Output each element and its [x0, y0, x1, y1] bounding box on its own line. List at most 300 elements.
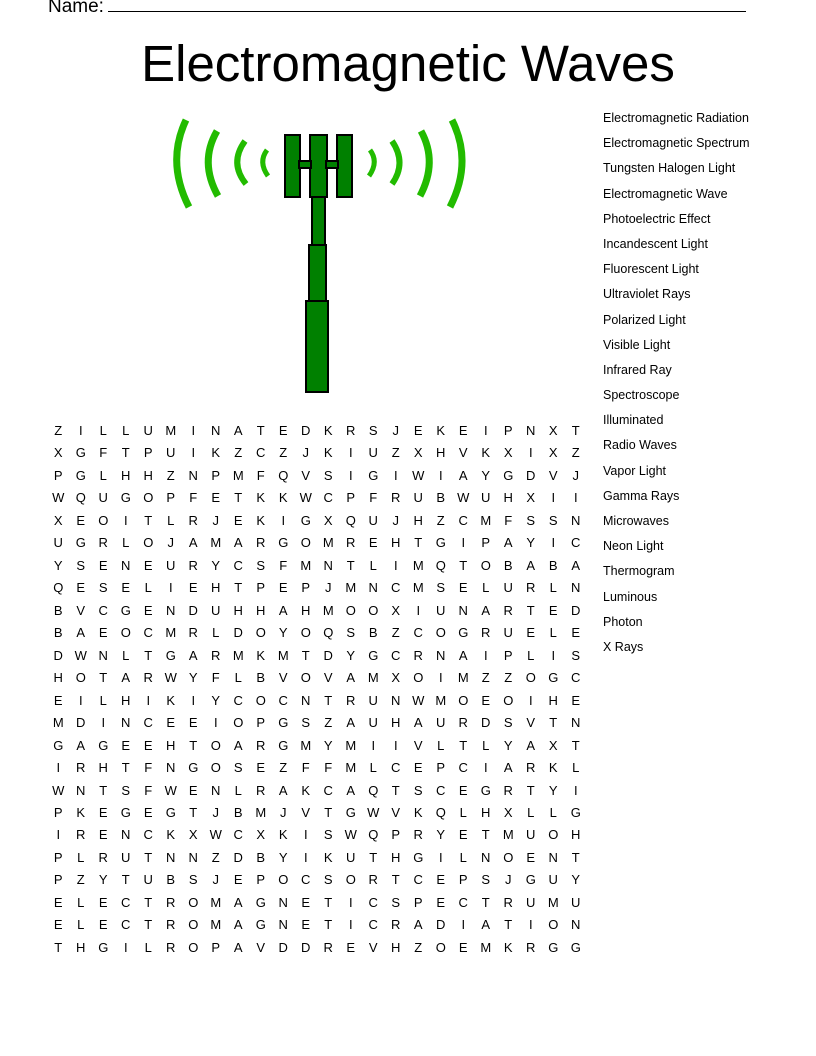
grid-letter[interactable]: H — [121, 692, 131, 708]
grid-letter[interactable]: F — [256, 467, 265, 483]
grid-letter[interactable]: K — [278, 490, 288, 506]
grid-letter[interactable]: R — [346, 535, 356, 551]
grid-letter[interactable]: M — [300, 557, 312, 573]
grid-letter[interactable]: Y — [548, 782, 558, 798]
grid-letter[interactable]: E — [368, 535, 378, 551]
grid-letter[interactable]: L — [234, 782, 242, 798]
grid-letter[interactable]: E — [53, 917, 63, 933]
grid-letter[interactable]: M — [345, 580, 357, 596]
grid-letter[interactable]: T — [481, 827, 490, 843]
grid-letter[interactable]: O — [278, 872, 289, 888]
grid-letter[interactable]: G — [480, 782, 491, 798]
grid-letter[interactable]: P — [256, 715, 266, 731]
grid-letter[interactable]: C — [571, 670, 581, 686]
grid-letter[interactable]: Z — [324, 715, 333, 731]
grid-letter[interactable]: A — [188, 647, 198, 663]
grid-letter[interactable]: K — [323, 849, 333, 865]
grid-letter[interactable]: B — [256, 670, 266, 686]
grid-letter[interactable]: H — [503, 490, 513, 506]
grid-letter[interactable]: O — [548, 827, 559, 843]
grid-letter[interactable]: P — [503, 647, 513, 663]
grid-letter[interactable]: V — [548, 467, 558, 483]
grid-letter[interactable]: K — [166, 827, 176, 843]
grid-letter[interactable]: Z — [504, 670, 513, 686]
grid-letter[interactable]: U — [166, 557, 176, 573]
grid-letter[interactable]: E — [98, 894, 108, 910]
grid-letter[interactable]: G — [368, 647, 379, 663]
grid-letter[interactable]: O — [435, 939, 446, 955]
grid-letter[interactable]: I — [281, 512, 286, 528]
grid-letter[interactable]: E — [76, 580, 86, 596]
grid-letter[interactable]: E — [166, 715, 176, 731]
grid-letter[interactable]: A — [278, 602, 288, 618]
grid-letter[interactable]: J — [572, 467, 579, 483]
grid-letter[interactable]: B — [166, 872, 176, 888]
grid-letter[interactable]: X — [413, 445, 423, 461]
grid-letter[interactable]: I — [348, 467, 353, 483]
grid-letter[interactable]: S — [413, 782, 423, 798]
grid-letter[interactable]: Z — [211, 849, 220, 865]
grid-letter[interactable]: O — [548, 917, 559, 933]
grid-letter[interactable]: I — [461, 917, 466, 933]
grid-letter[interactable]: F — [189, 490, 198, 506]
grid-letter[interactable]: O — [143, 490, 154, 506]
grid-letter[interactable]: Z — [234, 445, 243, 461]
grid-letter[interactable]: L — [144, 580, 152, 596]
grid-letter[interactable]: S — [256, 557, 266, 573]
grid-letter[interactable]: O — [480, 557, 491, 573]
grid-letter[interactable]: O — [210, 737, 221, 753]
grid-letter[interactable]: J — [325, 580, 332, 596]
grid-letter[interactable]: I — [393, 557, 398, 573]
grid-letter[interactable]: R — [98, 849, 108, 865]
grid-letter[interactable]: L — [77, 849, 85, 865]
grid-letter[interactable]: A — [413, 917, 423, 933]
grid-letter[interactable]: C — [98, 602, 108, 618]
grid-letter[interactable]: E — [76, 512, 86, 528]
grid-letter[interactable]: O — [188, 939, 199, 955]
grid-letter[interactable]: Z — [166, 467, 175, 483]
grid-letter[interactable]: Q — [435, 557, 446, 573]
grid-letter[interactable]: O — [503, 849, 514, 865]
grid-letter[interactable]: K — [323, 423, 333, 438]
grid-letter[interactable]: C — [323, 490, 333, 506]
grid-letter[interactable]: E — [233, 872, 243, 888]
grid-letter[interactable]: R — [503, 894, 513, 910]
grid-letter[interactable]: U — [436, 602, 446, 618]
grid-letter[interactable]: N — [278, 917, 288, 933]
grid-letter[interactable]: Y — [211, 557, 221, 573]
grid-letter[interactable]: J — [392, 423, 399, 438]
grid-letter[interactable]: I — [551, 647, 556, 663]
grid-letter[interactable]: E — [458, 423, 468, 438]
grid-letter[interactable]: E — [278, 423, 288, 438]
grid-letter[interactable]: Q — [75, 490, 86, 506]
grid-letter[interactable]: I — [348, 445, 353, 461]
grid-letter[interactable]: R — [256, 737, 266, 753]
grid-letter[interactable]: T — [346, 557, 355, 573]
grid-letter[interactable]: N — [121, 557, 131, 573]
grid-letter[interactable]: T — [144, 849, 153, 865]
grid-letter[interactable]: L — [122, 535, 130, 551]
grid-letter[interactable]: I — [348, 894, 353, 910]
grid-letter[interactable]: G — [278, 715, 289, 731]
grid-letter[interactable]: T — [571, 849, 580, 865]
grid-letter[interactable]: V — [278, 670, 288, 686]
grid-letter[interactable]: X — [188, 827, 198, 843]
grid-letter[interactable]: H — [76, 939, 86, 955]
grid-letter[interactable]: I — [438, 467, 443, 483]
grid-letter[interactable]: M — [52, 715, 64, 731]
grid-letter[interactable]: S — [323, 467, 333, 483]
grid-letter[interactable]: N — [548, 849, 558, 865]
grid-letter[interactable]: E — [143, 804, 153, 820]
grid-letter[interactable]: C — [391, 647, 401, 663]
grid-letter[interactable]: U — [571, 894, 581, 910]
grid-letter[interactable]: W — [52, 782, 65, 798]
grid-letter[interactable]: M — [480, 939, 492, 955]
grid-letter[interactable]: N — [571, 917, 581, 933]
grid-letter[interactable]: J — [212, 512, 219, 528]
grid-letter[interactable]: N — [98, 647, 108, 663]
grid-letter[interactable]: D — [53, 647, 63, 663]
grid-letter[interactable]: K — [503, 939, 513, 955]
grid-letter[interactable]: C — [233, 692, 243, 708]
grid-letter[interactable]: S — [188, 872, 198, 888]
grid-letter[interactable]: I — [393, 737, 398, 753]
grid-letter[interactable]: T — [459, 557, 468, 573]
grid-letter[interactable]: R — [368, 872, 378, 888]
grid-letter[interactable]: R — [143, 670, 153, 686]
grid-letter[interactable]: D — [301, 939, 311, 955]
grid-letter[interactable]: L — [549, 804, 557, 820]
grid-letter[interactable]: O — [413, 670, 424, 686]
grid-letter[interactable]: O — [98, 512, 109, 528]
grid-letter[interactable]: I — [528, 692, 533, 708]
grid-letter[interactable]: X — [503, 445, 513, 461]
grid-letter[interactable]: I — [348, 917, 353, 933]
grid-letter[interactable]: P — [53, 804, 63, 820]
grid-letter[interactable]: L — [369, 760, 377, 776]
grid-letter[interactable]: E — [53, 692, 63, 708]
grid-letter[interactable]: E — [413, 423, 423, 438]
grid-letter[interactable]: N — [368, 580, 378, 596]
grid-letter[interactable]: D — [436, 917, 446, 933]
grid-letter[interactable]: V — [301, 467, 311, 483]
grid-letter[interactable]: Y — [526, 535, 536, 551]
grid-letter[interactable]: V — [413, 737, 423, 753]
grid-letter[interactable]: B — [548, 557, 558, 573]
grid-letter[interactable]: G — [120, 804, 131, 820]
grid-letter[interactable]: R — [166, 917, 176, 933]
grid-letter[interactable]: I — [438, 670, 443, 686]
grid-letter[interactable]: J — [167, 535, 174, 551]
grid-letter[interactable]: P — [211, 939, 221, 955]
grid-letter[interactable]: I — [191, 692, 196, 708]
grid-letter[interactable]: E — [278, 580, 288, 596]
grid-letter[interactable]: G — [98, 939, 109, 955]
grid-letter[interactable]: C — [458, 760, 468, 776]
grid-letter[interactable]: I — [371, 737, 376, 753]
grid-letter[interactable]: I — [438, 849, 443, 865]
grid-letter[interactable]: P — [503, 423, 513, 438]
grid-letter[interactable]: O — [255, 625, 266, 641]
grid-letter[interactable]: A — [413, 715, 423, 731]
grid-letter[interactable]: P — [53, 872, 63, 888]
grid-letter[interactable]: O — [435, 625, 446, 641]
grid-letter[interactable]: I — [146, 692, 151, 708]
grid-letter[interactable]: U — [121, 849, 131, 865]
grid-letter[interactable]: U — [143, 872, 153, 888]
grid-letter[interactable]: G — [435, 535, 446, 551]
name-field[interactable] — [48, 0, 746, 18]
grid-letter[interactable]: G — [98, 737, 109, 753]
grid-letter[interactable]: G — [75, 535, 86, 551]
grid-letter[interactable]: O — [345, 602, 356, 618]
grid-letter[interactable]: A — [571, 557, 581, 573]
grid-letter[interactable]: P — [256, 580, 266, 596]
grid-letter[interactable]: P — [53, 849, 63, 865]
grid-letter[interactable]: N — [166, 760, 176, 776]
grid-letter[interactable]: N — [301, 692, 311, 708]
grid-letter[interactable]: L — [99, 692, 107, 708]
grid-letter[interactable]: O — [75, 670, 86, 686]
grid-letter[interactable]: E — [458, 580, 468, 596]
grid-letter[interactable]: I — [191, 445, 196, 461]
grid-letter[interactable]: T — [121, 445, 130, 461]
grid-letter[interactable]: H — [391, 939, 401, 955]
grid-letter[interactable]: G — [255, 917, 266, 933]
grid-letter[interactable]: Z — [279, 760, 288, 776]
grid-letter[interactable]: A — [233, 737, 243, 753]
grid-letter[interactable]: P — [481, 535, 491, 551]
grid-letter[interactable]: G — [278, 737, 289, 753]
grid-letter[interactable]: S — [76, 557, 86, 573]
grid-letter[interactable]: E — [143, 602, 153, 618]
grid-letter[interactable]: T — [369, 849, 378, 865]
grid-letter[interactable]: W — [344, 827, 357, 843]
grid-letter[interactable]: N — [278, 894, 288, 910]
grid-letter[interactable]: A — [526, 557, 536, 573]
grid-letter[interactable]: G — [548, 670, 559, 686]
grid-letter[interactable]: I — [101, 715, 106, 731]
grid-letter[interactable]: T — [189, 737, 198, 753]
grid-letter[interactable]: K — [548, 760, 558, 776]
grid-letter[interactable]: L — [459, 804, 467, 820]
grid-letter[interactable]: A — [233, 894, 243, 910]
grid-letter[interactable]: T — [526, 782, 535, 798]
grid-letter[interactable]: E — [301, 917, 311, 933]
grid-letter[interactable]: L — [144, 939, 152, 955]
grid-letter[interactable]: H — [548, 692, 558, 708]
grid-letter[interactable]: M — [232, 647, 244, 663]
grid-letter[interactable]: K — [413, 804, 423, 820]
grid-letter[interactable]: C — [278, 692, 288, 708]
grid-letter[interactable]: X — [526, 490, 536, 506]
grid-letter[interactable]: H — [143, 467, 153, 483]
grid-letter[interactable]: G — [548, 939, 559, 955]
grid-letter[interactable]: H — [391, 535, 401, 551]
grid-letter[interactable]: G — [120, 602, 131, 618]
grid-letter[interactable]: B — [233, 804, 243, 820]
grid-letter[interactable]: C — [413, 625, 423, 641]
grid-letter[interactable]: R — [188, 625, 198, 641]
grid-letter[interactable]: C — [143, 827, 153, 843]
grid-letter[interactable]: W — [299, 490, 312, 506]
grid-letter[interactable]: T — [301, 647, 310, 663]
grid-letter[interactable]: E — [256, 760, 266, 776]
grid-letter[interactable]: C — [391, 760, 401, 776]
grid-letter[interactable]: L — [122, 647, 130, 663]
grid-letter[interactable]: X — [548, 737, 558, 753]
grid-letter[interactable]: A — [481, 602, 491, 618]
grid-letter[interactable]: Q — [53, 580, 64, 596]
grid-letter[interactable]: K — [301, 782, 311, 798]
grid-letter[interactable]: K — [256, 490, 266, 506]
grid-letter[interactable]: J — [392, 512, 399, 528]
grid-letter[interactable]: G — [413, 849, 424, 865]
grid-letter[interactable]: Q — [323, 625, 334, 641]
grid-letter[interactable]: G — [278, 535, 289, 551]
grid-letter[interactable]: M — [412, 580, 424, 596]
grid-letter[interactable]: L — [369, 557, 377, 573]
grid-letter[interactable]: S — [481, 872, 491, 888]
grid-letter[interactable]: P — [346, 490, 356, 506]
grid-letter[interactable]: C — [121, 894, 131, 910]
grid-letter[interactable]: I — [573, 782, 578, 798]
grid-letter[interactable]: R — [76, 827, 86, 843]
grid-letter[interactable]: T — [571, 423, 580, 438]
grid-letter[interactable]: J — [212, 872, 219, 888]
grid-letter[interactable]: Z — [481, 670, 490, 686]
grid-letter[interactable]: W — [74, 647, 87, 663]
grid-letter[interactable]: U — [526, 827, 536, 843]
grid-letter[interactable]: S — [233, 760, 243, 776]
grid-letter[interactable]: P — [436, 760, 446, 776]
grid-letter[interactable]: Z — [54, 423, 63, 438]
grid-letter[interactable]: I — [483, 647, 488, 663]
grid-letter[interactable]: M — [165, 625, 177, 641]
grid-letter[interactable]: H — [233, 602, 243, 618]
grid-letter[interactable]: W — [209, 827, 222, 843]
grid-letter[interactable]: U — [436, 715, 446, 731]
grid-letter[interactable]: D — [526, 467, 536, 483]
grid-letter[interactable]: W — [367, 804, 380, 820]
grid-letter[interactable]: M — [412, 557, 424, 573]
grid-letter[interactable]: B — [436, 490, 446, 506]
grid-letter[interactable]: T — [504, 917, 513, 933]
grid-letter[interactable]: W — [412, 692, 425, 708]
grid-letter[interactable]: R — [188, 512, 198, 528]
grid-letter[interactable]: C — [458, 894, 468, 910]
grid-letter[interactable]: P — [413, 894, 423, 910]
grid-letter[interactable]: I — [303, 849, 308, 865]
grid-letter[interactable]: X — [53, 512, 63, 528]
grid-letter[interactable]: S — [121, 782, 131, 798]
grid-letter[interactable]: H — [391, 849, 401, 865]
grid-letter[interactable]: V — [368, 939, 378, 955]
grid-letter[interactable]: F — [324, 760, 333, 776]
grid-letter[interactable]: H — [391, 715, 401, 731]
grid-letter[interactable]: D — [188, 602, 198, 618]
grid-letter[interactable]: I — [123, 512, 128, 528]
grid-letter[interactable]: N — [121, 715, 131, 731]
grid-letter[interactable]: A — [346, 782, 356, 798]
grid-letter[interactable]: G — [570, 939, 581, 955]
grid-letter[interactable]: K — [256, 647, 266, 663]
grid-letter[interactable]: A — [503, 535, 513, 551]
grid-letter[interactable]: M — [300, 737, 312, 753]
grid-letter[interactable]: E — [143, 557, 153, 573]
grid-letter[interactable]: P — [53, 467, 63, 483]
grid-letter[interactable]: E — [436, 872, 446, 888]
grid-letter[interactable]: R — [503, 602, 513, 618]
grid-letter[interactable]: P — [256, 872, 266, 888]
grid-letter[interactable]: T — [256, 423, 265, 438]
grid-letter[interactable]: E — [458, 782, 468, 798]
grid-letter[interactable]: I — [393, 467, 398, 483]
grid-letter[interactable]: O — [345, 872, 356, 888]
grid-letter[interactable]: E — [436, 894, 446, 910]
grid-letter[interactable]: R — [458, 715, 468, 731]
grid-letter[interactable]: E — [98, 625, 108, 641]
grid-letter[interactable]: T — [391, 872, 400, 888]
grid-letter[interactable]: A — [76, 625, 86, 641]
grid-letter[interactable]: S — [391, 894, 401, 910]
grid-letter[interactable]: L — [212, 625, 220, 641]
grid-letter[interactable]: X — [503, 804, 513, 820]
grid-letter[interactable]: G — [368, 467, 379, 483]
grid-letter[interactable]: I — [56, 760, 61, 776]
grid-letter[interactable]: V — [323, 670, 333, 686]
grid-letter[interactable]: S — [548, 512, 558, 528]
grid-letter[interactable]: I — [303, 827, 308, 843]
grid-letter[interactable]: X — [391, 602, 401, 618]
grid-letter[interactable]: O — [210, 760, 221, 776]
grid-letter[interactable]: E — [526, 625, 536, 641]
grid-letter[interactable]: D — [481, 715, 491, 731]
grid-letter[interactable]: I — [191, 423, 196, 438]
grid-letter[interactable]: G — [503, 467, 514, 483]
grid-letter[interactable]: A — [346, 715, 356, 731]
grid-letter[interactable]: M — [480, 512, 492, 528]
grid-letter[interactable]: D — [233, 625, 243, 641]
grid-letter[interactable]: M — [165, 423, 177, 438]
grid-letter[interactable]: A — [481, 917, 491, 933]
grid-letter[interactable]: Q — [368, 782, 379, 798]
grid-letter[interactable]: B — [503, 557, 513, 573]
grid-letter[interactable]: A — [458, 647, 468, 663]
grid-letter[interactable]: R — [346, 692, 356, 708]
grid-letter[interactable]: N — [188, 467, 198, 483]
grid-letter[interactable]: E — [53, 894, 63, 910]
grid-letter[interactable]: M — [547, 894, 559, 910]
grid-letter[interactable]: T — [234, 490, 243, 506]
grid-letter[interactable]: P — [458, 872, 468, 888]
grid-letter[interactable]: P — [143, 445, 153, 461]
grid-letter[interactable]: T — [324, 894, 333, 910]
grid-letter[interactable]: H — [256, 602, 266, 618]
grid-letter[interactable]: U — [368, 445, 378, 461]
grid-letter[interactable]: L — [99, 467, 107, 483]
grid-letter[interactable]: F — [369, 490, 378, 506]
grid-letter[interactable]: G — [525, 872, 536, 888]
grid-letter[interactable]: S — [323, 827, 333, 843]
grid-letter[interactable]: E — [571, 692, 581, 708]
grid-letter[interactable]: L — [99, 423, 107, 438]
grid-letter[interactable]: M — [457, 670, 469, 686]
grid-letter[interactable]: P — [166, 490, 176, 506]
